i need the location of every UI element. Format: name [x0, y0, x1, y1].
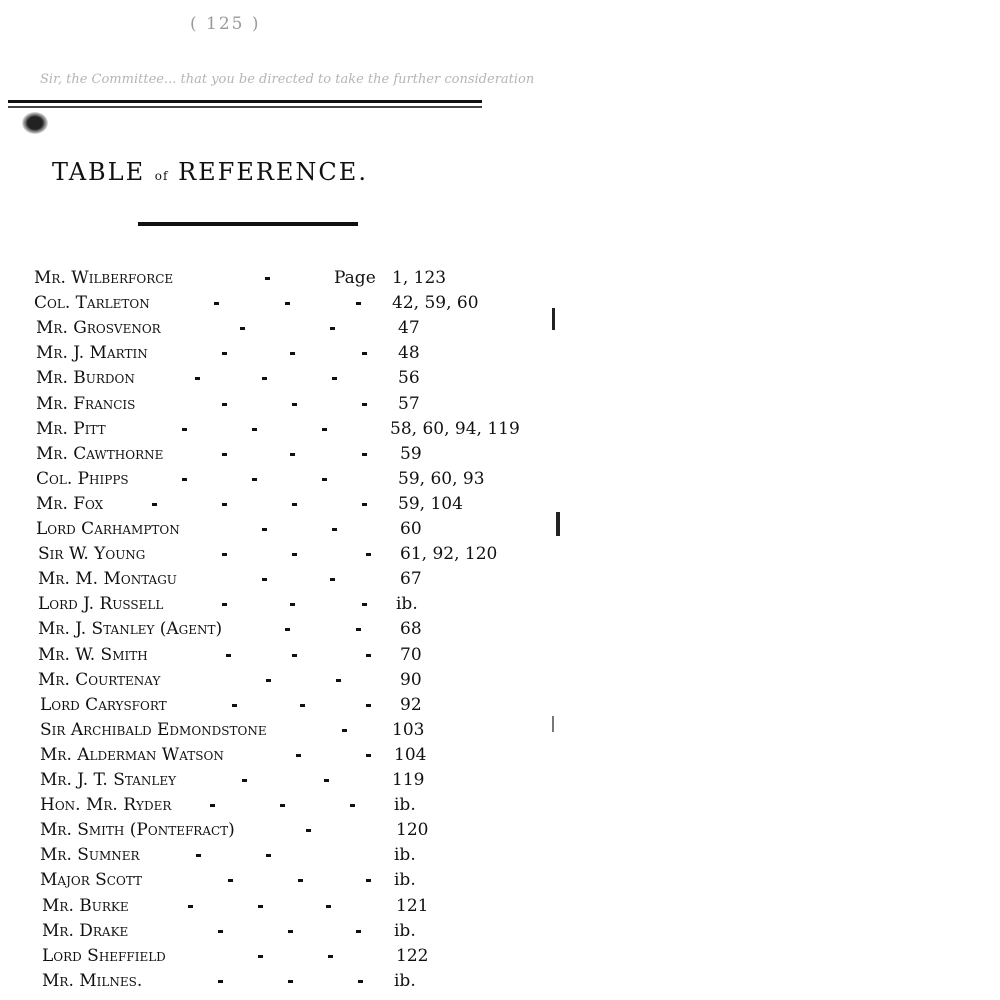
table-row: [0, 693, 540, 718]
entry-name: Col. Phipps: [36, 468, 129, 489]
leader-dot: [290, 453, 295, 456]
leader-dot: [262, 528, 267, 531]
leader-dot: [290, 603, 295, 606]
leader-dot: [222, 352, 227, 355]
leader-dot: [222, 403, 227, 406]
entry-pages: 92: [400, 694, 422, 715]
leader-dot: [222, 453, 227, 456]
entry-name: Mr. J. Martin: [36, 343, 148, 364]
table-row: [0, 492, 540, 517]
table-row: [0, 969, 540, 994]
entry-pages: 103: [392, 719, 425, 740]
leader-dot: [222, 603, 227, 606]
entry-name: Mr. Grosvenor: [36, 318, 161, 339]
leader-dot: [188, 905, 193, 908]
table-row: [0, 718, 540, 743]
entry-name: Mr. Drake: [42, 920, 129, 941]
table-row: [0, 366, 540, 391]
title-table: TABLE: [52, 158, 146, 186]
leader-dot: [182, 478, 187, 481]
leader-dot: [265, 277, 270, 280]
table-row: [0, 341, 540, 366]
leader-dot: [182, 428, 187, 431]
leader-dot: [218, 980, 223, 983]
entry-pages: ib.: [394, 870, 416, 891]
leader-dot: [218, 930, 223, 933]
entry-name: Mr. Burke: [42, 895, 129, 916]
leader-dot: [366, 704, 371, 707]
title-of: of: [154, 169, 169, 183]
table-row: [0, 843, 540, 868]
entry-name: Lord J. Russell: [38, 594, 164, 615]
entry-name: Mr. Sumner: [40, 845, 140, 866]
leader-dot: [362, 603, 367, 606]
entry-name: Mr. J. T. Stanley: [40, 770, 177, 790]
leader-dot: [258, 905, 263, 908]
table-row: [0, 291, 540, 316]
table-row: [0, 266, 540, 291]
leader-dot: [292, 403, 297, 406]
entry-name: Mr. M. Montagu: [38, 569, 177, 590]
entry-pages: 59: [400, 443, 422, 464]
entry-pages: 57: [398, 393, 420, 414]
table-row: [0, 919, 540, 944]
entry-name: Mr. Francis: [36, 393, 136, 414]
leader-dot: [266, 679, 271, 682]
entry-name: Mr. Wilberforce: [34, 268, 174, 288]
leader-dot: [196, 854, 201, 857]
leader-dot: [324, 779, 329, 782]
leader-dot: [300, 704, 305, 707]
leader-dot: [326, 905, 331, 908]
leader-dot: [322, 428, 327, 431]
leader-dot: [262, 578, 267, 581]
leader-dot: [280, 804, 285, 807]
leader-dot: [214, 302, 219, 305]
entry-name: Mr. Pitt: [36, 418, 106, 439]
table-row: [0, 668, 540, 693]
entry-pages: ib.: [396, 594, 418, 615]
leader-dot: [152, 503, 157, 506]
entry-pages: ib.: [394, 970, 416, 991]
table-row: [0, 818, 540, 843]
margin-mark: [552, 716, 554, 732]
leader-dot: [298, 879, 303, 882]
entry-pages: 120: [396, 820, 429, 841]
table-row: [0, 894, 540, 919]
leader-dot: [330, 327, 335, 330]
leader-dot: [228, 879, 233, 882]
leader-dot: [356, 930, 361, 933]
leader-dot: [366, 553, 371, 556]
entry-name: Mr. J. Stanley (Agent): [38, 619, 223, 640]
page-column-label: Page: [334, 268, 376, 288]
leader-dot: [342, 729, 347, 732]
leader-dot: [285, 302, 290, 305]
leader-dot: [266, 854, 271, 857]
leader-dot: [232, 704, 237, 707]
leader-dot: [328, 955, 333, 958]
leader-dot: [332, 377, 337, 380]
table-row: [0, 567, 540, 592]
leader-dot: [210, 804, 215, 807]
table-row: [0, 617, 540, 642]
table-row: [0, 467, 540, 492]
leader-dot: [288, 980, 293, 983]
leader-dot: [358, 980, 363, 983]
leader-dot: [226, 654, 231, 657]
table-row: [0, 592, 540, 617]
entry-pages: 119: [392, 770, 425, 790]
entry-pages: 90: [400, 669, 422, 690]
table-row: [0, 392, 540, 417]
entry-pages: 70: [400, 644, 422, 665]
leader-dot: [350, 804, 355, 807]
entry-name: Lord Carysfort: [40, 694, 167, 715]
leader-dot: [292, 654, 297, 657]
entry-pages: 58, 60, 94, 119: [390, 418, 520, 439]
leader-dot: [292, 503, 297, 506]
title-reference: REFERENCE.: [178, 158, 368, 186]
entry-name: Mr. Courtenay: [38, 669, 161, 690]
table-row: [0, 643, 540, 668]
leader-dot: [366, 654, 371, 657]
entry-pages: ib.: [394, 795, 416, 816]
leader-dot: [285, 628, 290, 631]
entry-pages: 48: [398, 343, 420, 364]
entry-name: Mr. W. Smith: [38, 644, 148, 665]
entry-pages: 47: [398, 318, 420, 339]
entry-name: Mr. Alderman Watson: [40, 744, 224, 765]
entry-pages: 60: [400, 519, 422, 539]
entry-name: Sir Archibald Edmondstone: [40, 719, 267, 740]
table-row: [0, 793, 540, 818]
entry-name: Hon. Mr. Ryder: [40, 795, 172, 816]
entry-pages: ib.: [394, 920, 416, 941]
entry-pages: 1, 123: [392, 268, 447, 288]
entry-name: Mr. Burdon: [36, 368, 135, 389]
page-title: [52, 158, 368, 186]
leader-dot: [252, 428, 257, 431]
leader-dot: [362, 352, 367, 355]
table-row: [0, 517, 540, 542]
entry-name: Mr. Milnes.: [42, 970, 143, 991]
entry-name: Sir W. Young: [38, 544, 146, 565]
table-row: [0, 442, 540, 467]
entry-name: Mr. Cawthorne: [36, 443, 164, 464]
entry-pages: 104: [394, 744, 427, 765]
ink-blot: [22, 112, 48, 134]
entry-pages: 67: [400, 569, 422, 590]
leader-dot: [292, 553, 297, 556]
entry-pages: 42, 59, 60: [392, 293, 479, 314]
leader-dot: [336, 679, 341, 682]
margin-mark: [552, 308, 555, 330]
table-row: [0, 417, 540, 442]
entry-name: Mr. Fox: [36, 493, 104, 514]
entry-pages: 61, 92, 120: [400, 544, 498, 565]
title-rule: [138, 222, 358, 226]
table-row: [0, 944, 540, 969]
leader-dot: [356, 628, 361, 631]
leader-dot: [258, 955, 263, 958]
leader-dot: [362, 453, 367, 456]
leader-dot: [332, 528, 337, 531]
table-row: [0, 768, 540, 793]
table-row: [0, 542, 540, 567]
leader-dot: [362, 403, 367, 406]
entry-pages: ib.: [394, 845, 416, 866]
entry-name: Col. Tarleton: [34, 293, 150, 314]
leader-dot: [288, 930, 293, 933]
leader-dot: [366, 754, 371, 757]
leader-dot: [240, 327, 245, 330]
leader-dot: [330, 578, 335, 581]
entry-name: Lord Sheffield: [42, 945, 166, 966]
entry-pages: 56: [398, 368, 420, 389]
entry-pages: 122: [396, 945, 429, 966]
entry-name: Major Scott: [40, 870, 143, 891]
entry-pages: 121: [396, 895, 429, 916]
leader-dot: [242, 779, 247, 782]
leader-dot: [366, 879, 371, 882]
entry-pages: 68: [400, 619, 422, 640]
leader-dot: [262, 377, 267, 380]
leader-dot: [356, 302, 361, 305]
header-rule-secondary: [8, 106, 482, 108]
table-row: [0, 868, 540, 893]
table-row: [0, 743, 540, 768]
margin-mark: [556, 512, 560, 536]
entry-name: Lord Carhampton: [36, 519, 180, 539]
table-row: [0, 316, 540, 341]
leader-dot: [252, 478, 257, 481]
header-rule: [8, 100, 482, 103]
entry-pages: 59, 104: [398, 493, 463, 514]
faded-bleedthrough-text: Sir, the Committee... that you be directed to take the further consideration: [40, 72, 535, 87]
leader-dot: [222, 503, 227, 506]
leader-dot: [222, 553, 227, 556]
leader-dot: [322, 478, 327, 481]
entry-pages: 59, 60, 93: [398, 468, 485, 489]
leader-dot: [296, 754, 301, 757]
leader-dot: [306, 829, 311, 832]
leader-dot: [195, 377, 200, 380]
page-number: ( 125 ): [190, 14, 261, 34]
entry-name: Mr. Smith (Pontefract): [40, 820, 235, 841]
leader-dot: [362, 503, 367, 506]
leader-dot: [290, 352, 295, 355]
